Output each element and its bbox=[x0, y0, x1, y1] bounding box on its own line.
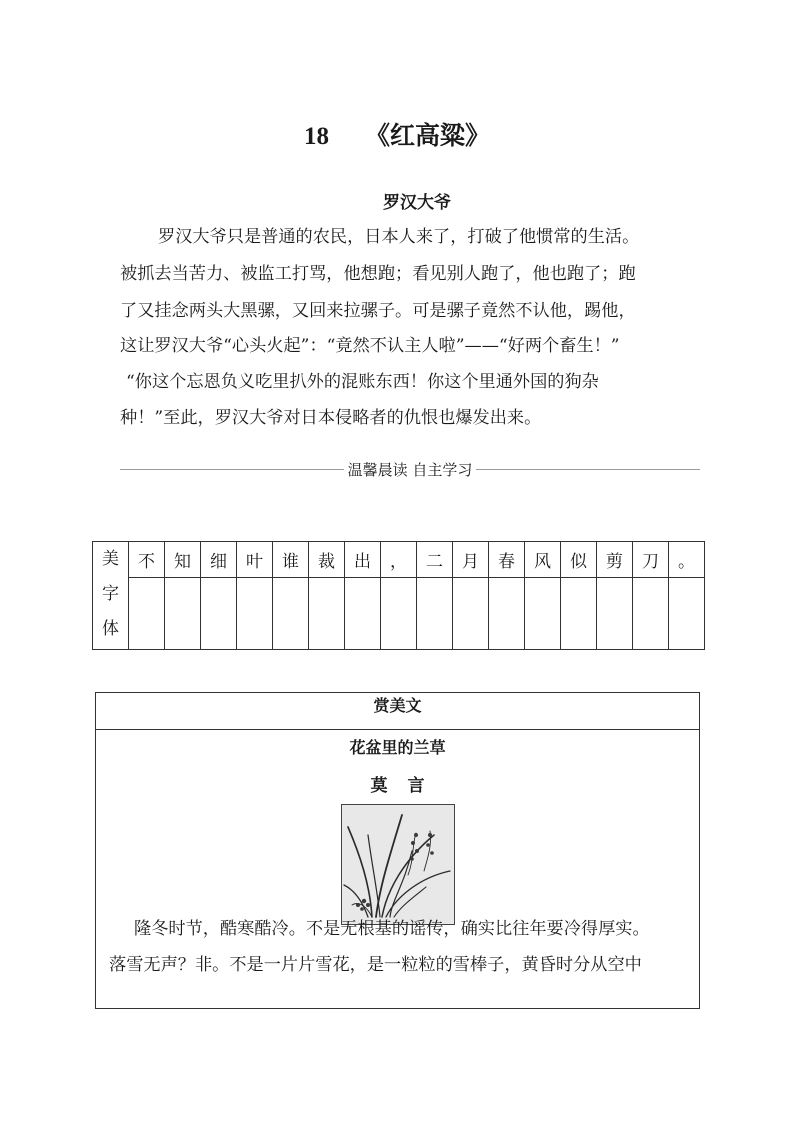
essay-line: 落雪无声？非。不是一片片雪花，是一粒粒的雪棒子，黄昏时分从空中 bbox=[109, 955, 642, 975]
essay-author bbox=[96, 771, 699, 796]
model-char-cell: 谁 bbox=[273, 542, 309, 578]
practice-cell[interactable] bbox=[309, 578, 345, 650]
paragraph-line: 这让罗汉大爷“心头火起”：“竟然不认主人啦”——“好两个畜生！” bbox=[120, 336, 620, 356]
paragraph-line: 种！”至此，罗汉大爷对日本侵略者的仇恨也爆发出来。 bbox=[120, 408, 542, 428]
lesson-number: 18 bbox=[303, 123, 329, 150]
paragraph-line: 了又挂念两头大黑骡，又回来拉骡子。可是骡子竟然不认他，踢他， bbox=[120, 301, 636, 321]
paragraph-line: 被抓去当苦力、被监工打骂，他想跑；看见别人跑了，他也跑了；跑 bbox=[120, 264, 636, 284]
essay-line: 隆冬时节，酷寒酷冷。不是无根基的谣传，确实比往年要冷得厚实。 bbox=[134, 919, 650, 939]
practice-cell[interactable] bbox=[561, 578, 597, 650]
model-char-cell: 。 bbox=[669, 542, 705, 578]
practice-cell[interactable] bbox=[273, 578, 309, 650]
calligraphy-label: 美字体 bbox=[102, 549, 119, 639]
model-char-cell: 似 bbox=[561, 542, 597, 578]
practice-cell[interactable] bbox=[129, 578, 165, 650]
paragraph-line: “你这个忘恩负义吃里扒外的混账东西！你这个里通外国的狗杂 bbox=[126, 372, 599, 392]
practice-cell[interactable] bbox=[453, 578, 489, 650]
calligraphy-practice-table bbox=[92, 541, 705, 650]
model-char-cell: 二 bbox=[417, 542, 453, 578]
paragraph-line: 罗汉大爷只是普通的农民，日本人来了，打破了他惯常的生活。 bbox=[158, 227, 640, 247]
practice-cell[interactable] bbox=[525, 578, 561, 650]
practice-cell[interactable] bbox=[669, 578, 705, 650]
divider-label: 温馨晨读 自主学习 bbox=[344, 461, 477, 479]
model-char-cell: 剪 bbox=[597, 542, 633, 578]
practice-cell[interactable] bbox=[201, 578, 237, 650]
model-char-cell: 春 bbox=[489, 542, 525, 578]
orchid-illustration bbox=[341, 804, 455, 925]
author-char: 言 bbox=[407, 776, 425, 796]
model-char-cell: 月 bbox=[453, 542, 489, 578]
practice-cell[interactable] bbox=[165, 578, 201, 650]
model-char-cell: ， bbox=[381, 542, 417, 578]
model-char-cell: 出 bbox=[345, 542, 381, 578]
reading-box-header: 赏美文 bbox=[96, 693, 699, 730]
section-divider bbox=[120, 458, 700, 482]
model-char-cell: 风 bbox=[525, 542, 561, 578]
lesson-title bbox=[0, 116, 794, 152]
section-title: 罗汉大爷 bbox=[383, 193, 451, 213]
model-char-cell: 不 bbox=[129, 542, 165, 578]
model-char-cell: 叶 bbox=[237, 542, 273, 578]
lesson-title-text: 《红高粱》 bbox=[364, 123, 490, 150]
practice-cell[interactable] bbox=[381, 578, 417, 650]
reading-box bbox=[95, 692, 700, 1009]
practice-cell[interactable] bbox=[345, 578, 381, 650]
model-char-cell: 细 bbox=[201, 542, 237, 578]
practice-cell[interactable] bbox=[237, 578, 273, 650]
practice-cell[interactable] bbox=[633, 578, 669, 650]
model-char-cell: 裁 bbox=[309, 542, 345, 578]
orchid-icon bbox=[342, 805, 454, 924]
calligraphy-label-cell bbox=[93, 542, 129, 650]
practice-cell[interactable] bbox=[417, 578, 453, 650]
practice-cell[interactable] bbox=[489, 578, 525, 650]
practice-cell[interactable] bbox=[597, 578, 633, 650]
author-char: 莫 bbox=[370, 776, 388, 796]
essay-title: 花盆里的兰草 bbox=[349, 738, 446, 757]
model-char-cell: 知 bbox=[165, 542, 201, 578]
model-char-cell: 刀 bbox=[633, 542, 669, 578]
